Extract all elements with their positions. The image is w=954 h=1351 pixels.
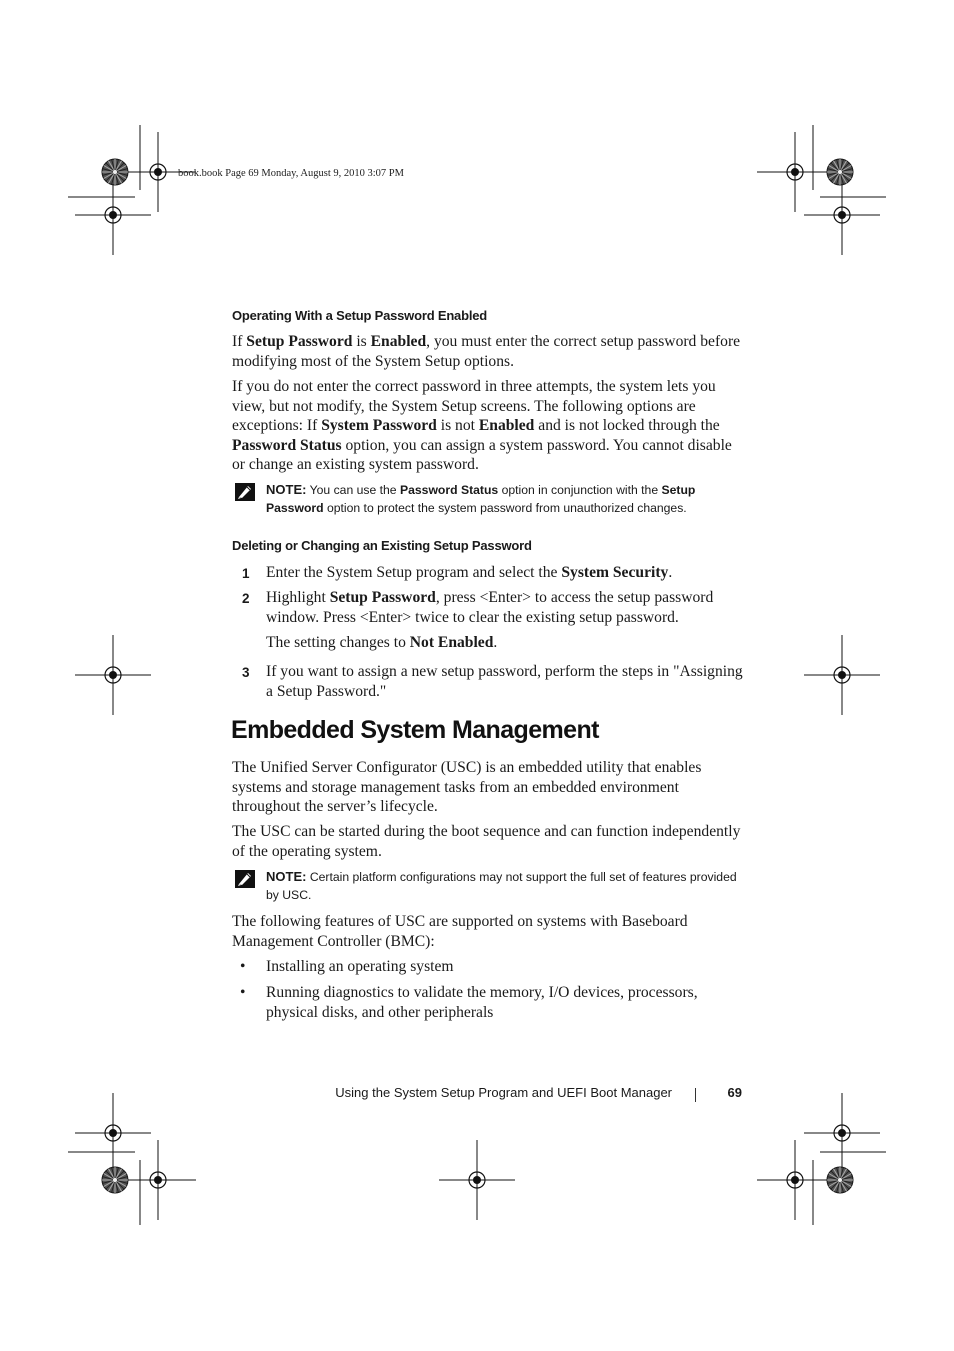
bullet-text: Running diagnostics to validate the memory, I/O devices, processors, physical disks, and other peripherals (266, 984, 698, 1021)
list-item (232, 662, 746, 701)
note-label: NOTE: (266, 869, 307, 884)
subheading: Deleting or Changing an Existing Setup Password (232, 538, 532, 553)
note-text: You can use the Password Status option in conjunction with the Setup Password option to protect the system password from unauthorized changes. (266, 483, 696, 515)
crosshair-dot (154, 1176, 162, 1184)
crosshair-dot (109, 1129, 117, 1137)
paragraph (232, 822, 746, 861)
paragraph-text: The USC can be started during the boot sequence and can function independently of the operating system. (232, 823, 741, 860)
note-box (232, 481, 746, 517)
crosshair-dot (838, 211, 846, 219)
rich-paragraph: If you do not enter the correct password in three attempts, the system lets you view, but not modify, the System Setup screens. The following options are exceptions: If System Password is not Enabled and is not locked through the Password Status option, you can assign a system password. You cannot disable or change an existing system password. (232, 378, 732, 473)
crosshair-dot (109, 211, 117, 219)
rich-paragraph: If Setup Password is Enabled, you must enter the correct setup password before modifying most of the System Setup options. (232, 333, 741, 370)
list-item (232, 563, 746, 583)
step-number: 1 (242, 566, 250, 581)
note-label: NOTE: (266, 482, 307, 497)
footer-divider (695, 1088, 696, 1102)
paragraph (232, 758, 746, 817)
page-footer (232, 1085, 744, 1105)
subheading: Operating With a Setup Password Enabled (232, 308, 488, 323)
pencil-note-icon (234, 482, 256, 502)
paragraph (232, 332, 746, 371)
crosshair-dot (838, 1129, 846, 1137)
section-heading-setup-password (232, 308, 746, 323)
paragraph (232, 912, 746, 951)
note-text: Certain platform configurations may not support the full set of features provided by USC. (266, 870, 737, 902)
bullet: • (240, 984, 246, 1001)
registration-center (838, 170, 842, 174)
paragraph-text: The following features of USC are supported on systems with Baseboard Management Controller (BMC): (232, 913, 688, 950)
crosshair-dot (473, 1176, 481, 1184)
crosshair-dot (791, 168, 799, 176)
list-item (232, 983, 746, 1022)
crosshair-dot (154, 168, 162, 176)
paragraph (232, 377, 746, 475)
page-number: 69 (727, 1085, 742, 1100)
list-item (232, 588, 746, 627)
step-text: Highlight Setup Password, press <Enter> to access the setup password window. Press <Enter> twice to clear the existing setup password. (266, 589, 714, 626)
list-item (232, 957, 746, 977)
crosshair-dot (791, 1176, 799, 1184)
step-text: If you want to assign a new setup password, perform the steps in "Assigning a Setup Password." (266, 663, 743, 700)
note-box (232, 868, 746, 904)
section-heading-delete-password (232, 538, 746, 553)
registration-center (113, 1178, 117, 1182)
registration-center (113, 170, 117, 174)
bullet: • (240, 958, 246, 975)
step-number: 3 (242, 665, 250, 680)
step-result-text: The setting changes to Not Enabled. (266, 634, 498, 651)
crosshair-dot (109, 671, 117, 679)
page-title: Embedded System Management (231, 716, 599, 744)
paragraph-text: The Unified Server Configurator (USC) is an embedded utility that enables systems and storage management tasks from an embedded environment throughout the server’s lifecycle. (232, 759, 702, 815)
step-text: Enter the System Setup program and select the System Security. (266, 564, 673, 581)
registration-center (838, 1178, 842, 1182)
crosshair-dot (838, 671, 846, 679)
footer-title: Using the System Setup Program and UEFI Boot Manager (335, 1085, 672, 1100)
step-result (232, 633, 746, 653)
step-number: 2 (242, 591, 250, 606)
print-header: book.book Page 69 Monday, August 9, 2010 3:07 PM (178, 168, 404, 179)
pencil-note-icon (234, 869, 256, 889)
bullet-text: Installing an operating system (266, 958, 454, 975)
